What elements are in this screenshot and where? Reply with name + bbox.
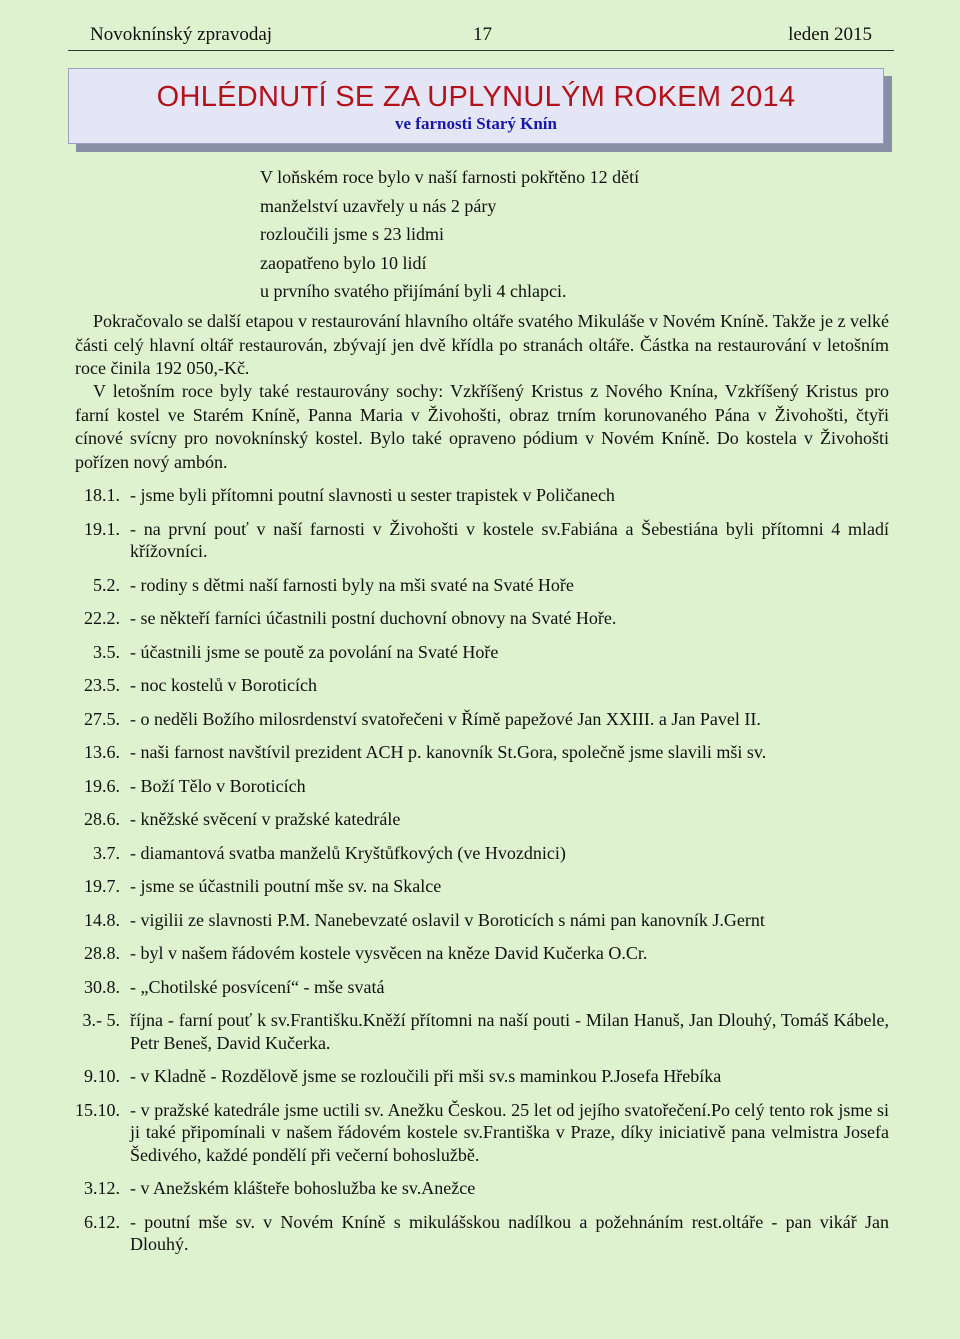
event-date: 3.7. — [93, 842, 120, 863]
title-banner — [68, 68, 884, 144]
event-text: - byl v našem řádovém kostele vysvěcen na kněze David Kučerka O.Cr. — [130, 943, 648, 963]
stat-line: rozloučili jsme s 23 lidmi — [260, 224, 444, 244]
event-date: 3.- 5. — [82, 1010, 120, 1030]
page-number: 17 — [473, 24, 492, 45]
event-item — [75, 641, 889, 664]
article-subtitle: ve farnosti Starý Knín — [395, 114, 557, 133]
event-date: 19.6. — [84, 775, 120, 796]
event-date: 28.8. — [84, 943, 120, 963]
paragraph-text: Pokračovalo se další etapou v restaurování hlavního oltáře svatého Mikuláše v Novém Kníně. Takže je z velké části celý hlavní oltář restaurován, zbývají jen dvě křídla po stranách oltáře. Částka na restaurování v letošním roce činila 192 050,-Kč. — [75, 311, 889, 379]
event-date: 30.8. — [84, 976, 120, 997]
event-date: 22.2. — [84, 608, 120, 628]
event-item — [75, 708, 889, 731]
statues-paragraph — [75, 380, 889, 474]
event-date: 18.1. — [84, 485, 120, 505]
event-item — [75, 574, 889, 597]
event-date: 15.10. — [75, 1099, 120, 1120]
event-item — [75, 909, 889, 932]
event-text: - poutní mše sv. v Novém Kníně s mikulášskou nadílkou a požehnáním rest.oltáře - pan vikář Jan Dlouhý. — [130, 1211, 889, 1254]
event-item — [75, 1211, 889, 1256]
event-date: 28.6. — [84, 809, 120, 829]
page-header — [68, 22, 894, 51]
restoration-paragraph — [75, 310, 889, 381]
stat-line: zaopatřeno bylo 10 lidí — [260, 252, 427, 273]
event-text: - vigilii ze slavnosti P.M. Nanebevzaté oslavil v Boroticích s námi pan kanovník J.Gernt — [130, 909, 765, 930]
event-text: - účastnili jsme se poutě za povolání na Svaté Hoře — [130, 641, 499, 662]
event-text: - na první pouť v naší farnosti v Živohošti v kostele sv.Fabiána a Šebestiána byli přítomni 4 mladí křížovníci. — [130, 518, 889, 561]
paragraph-text: V letošním roce byly také restaurovány sochy: Vzkříšený Kristus z Nového Knína, Vzkříšený Kristus pro farní kostel ve Starém Kníně, Panna Maria v Živohošti, obraz trním korunovaného Pána v Živohošti, čtyři cínové svícny pro novoknínský kostel. Bylo také opraveno pódium v Novém Kníně. Do kostela v Živohošti pořízen nový ambón. — [75, 381, 889, 472]
event-text: - kněžské svěcení v pražské katedrále — [130, 809, 401, 829]
event-text: - noc kostelů v Boroticích — [130, 675, 317, 695]
stat-line: manželství uzavřely u nás 2 páry — [260, 195, 497, 216]
event-date: 6.12. — [84, 1211, 120, 1232]
event-item — [75, 842, 889, 865]
event-text: - Boží Tělo v Boroticích — [130, 775, 306, 796]
event-text: - v pražské katedrále jsme uctili sv. Anežku Českou. 25 let od jejího svatořečení.Po celý tento rok jsme si ji také připomínali v našem řádovém kostele sv.Františka v Praze, díky iniciativě pana velmistra Josefa Šedivého, každé pondělí při večerní bohoslužbě. — [130, 1099, 889, 1165]
newsletter-name: Novoknínský zpravodaj — [90, 24, 273, 45]
event-date: 13.6. — [84, 742, 120, 762]
event-item — [75, 741, 889, 764]
event-text: - o neděli Božího milosrdenství svatořečeni v Římě papežové Jan XXIII. a Jan Pavel II. — [130, 708, 761, 729]
event-text: - se někteří farníci účastnili postní duchovní obnovy na Svaté Hoře. — [130, 608, 617, 628]
event-text: - rodiny s dětmi naší farnosti byly na mši svaté na Svaté Hoře — [130, 574, 574, 595]
event-item — [75, 1065, 889, 1088]
event-item — [75, 1099, 889, 1167]
event-item — [75, 518, 889, 563]
stat-line: u prvního svatého přijímání byli 4 chlapci. — [260, 281, 567, 301]
event-text: října - farní pouť k sv.Františku.Kněží přítomni na naší pouti - Milan Hanuš, Jan Dlouhý, Tomáš Kábele, Petr Beneš, David Kučerka. — [130, 1010, 889, 1053]
event-text: - v Anežském klášteře bohoslužba ke sv.Anežce — [130, 1178, 476, 1198]
event-date: 9.10. — [84, 1066, 120, 1086]
event-item — [75, 484, 889, 507]
event-item — [75, 1177, 889, 1200]
event-date: 19.7. — [84, 876, 120, 896]
event-text: - jsme se účastnili poutní mše sv. na Skalce — [130, 876, 442, 896]
event-date: 27.5. — [84, 708, 120, 729]
event-item — [75, 1009, 889, 1054]
event-item — [75, 808, 889, 831]
event-date: 14.8. — [84, 909, 120, 930]
event-date: 19.1. — [84, 518, 120, 539]
event-date: 23.5. — [84, 675, 120, 695]
event-item — [75, 976, 889, 999]
event-text: - naši farnost navštívil prezident ACH p. kanovník St.Gora, společně jsme slavili mši sv. — [130, 742, 767, 762]
issue-date: leden 2015 — [788, 24, 872, 45]
event-date: 3.5. — [93, 641, 120, 662]
event-text: - „Chotilské posvícení“ - mše svatá — [130, 976, 385, 997]
event-item — [75, 775, 889, 798]
event-item — [75, 607, 889, 630]
event-item — [75, 875, 889, 898]
event-text: - diamantová svatba manželů Kryštůfkových (ve Hvozdnici) — [130, 842, 566, 863]
event-text: - v Kladně - Rozdělově jsme se rozloučili při mši sv.s maminkou P.Josefa Hřebíka — [130, 1066, 722, 1086]
event-date: 5.2. — [93, 574, 120, 595]
event-text: - jsme byli přítomni poutní slavnosti u sester trapistek v Poličanech — [130, 485, 615, 505]
event-item — [75, 674, 889, 697]
event-date: 3.12. — [84, 1178, 120, 1198]
events-list — [75, 484, 889, 1256]
event-item — [75, 942, 889, 965]
article-title: OHLÉDNUTÍ SE ZA UPLYNULÝM ROKEM 2014 — [156, 81, 796, 113]
statistics-list — [260, 163, 639, 306]
stat-line: V loňském roce bylo v naší farnosti pokřtěno 12 dětí — [260, 167, 640, 187]
